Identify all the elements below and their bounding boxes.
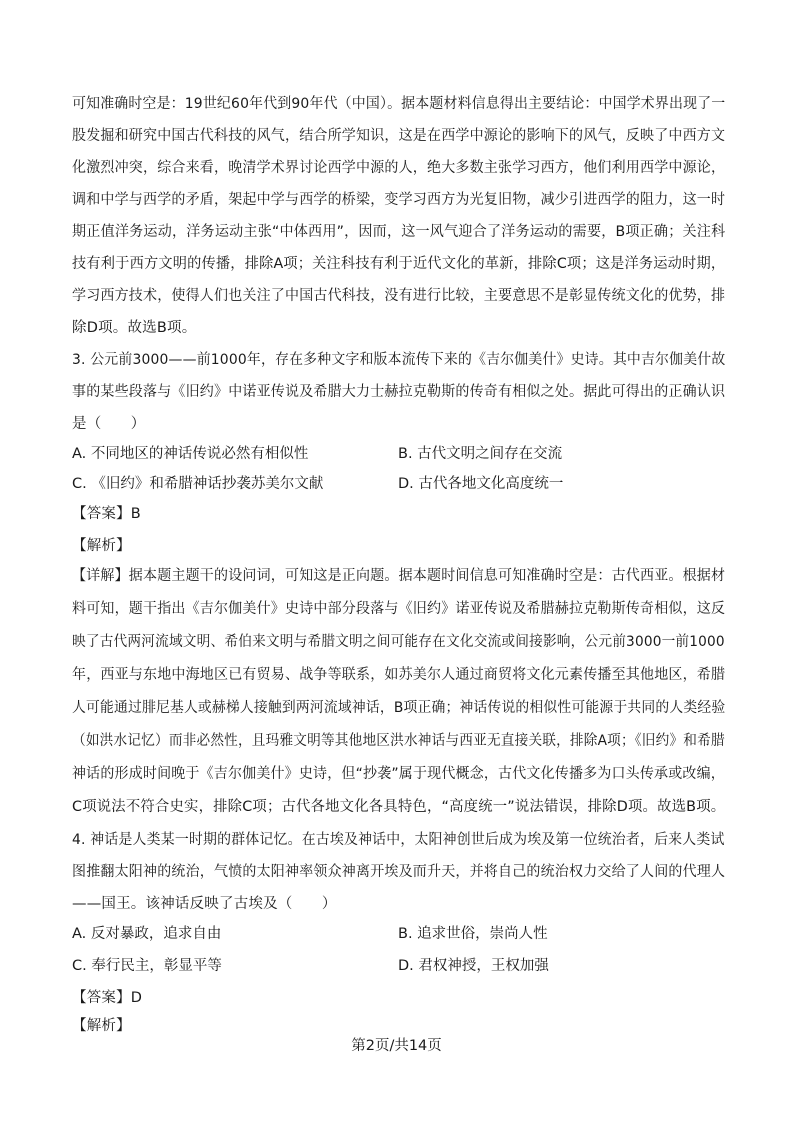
question-4-answer: 【答案】D — [72, 990, 143, 1006]
question-3-analysis-label: 【解析】 — [72, 538, 131, 554]
question-3-answer: 【答案】B — [72, 506, 141, 522]
analysis-line: 化激烈冲突，综合来看，晚清学术界讨论西学中源的人，绝大多数主张学习西方，他们利用西学中源论， — [72, 160, 726, 176]
question-3-detail-line: 【详解】据本题主题干的设问词，可知这是正向题。据本题时间信息可知准确时空是：古代西亚。根据材 — [72, 568, 726, 584]
analysis-line: 调和中学与西学的矛盾，架起中学与西学的桥梁，变学习西方为光复旧物，减少引进西学的阻力，这一时 — [72, 192, 726, 208]
question-3-detail-line: （如洪水记忆）而非必然性，且玛雅文明等其他地区洪水神话与西亚无直接关联，排除A项；《旧约》和希腊 — [72, 733, 725, 749]
question-4-option-b: B. 追求世俗，崇尚人性 — [398, 926, 548, 942]
question-4-option-d: D. 君权神授，王权加强 — [398, 958, 549, 974]
question-4-option-a: A. 反对暴政，追求自由 — [72, 926, 222, 942]
question-3-option-d: D. 古代各地文化高度统一 — [398, 476, 564, 492]
question-3-detail-line: 人可能通过腓尼基人或赫梯人接触到两河流域神话，B项正确；神话传说的相似性可能源于共同的人类经验 — [72, 700, 726, 716]
question-4-stem: 4. 神话是人类某一时期的群体记忆。在古埃及神话中，太阳神创世后成为埃及第一位统治者，后来人类试 — [72, 832, 725, 848]
question-3-detail-line: 料可知，题干指出《吉尔伽美什》史诗中部分段落与《旧约》诺亚传说及希腊赫拉克勒斯传奇相似，这反 — [72, 601, 726, 617]
question-3-option-c: C. 《旧约》和希腊神话抄袭苏美尔文献 — [72, 476, 324, 492]
analysis-line: 可知准确时空是：19世纪60年代到90年代（中国）。据本题材料信息得出主要结论：中国学术界出现了一 — [72, 96, 726, 112]
analysis-line: 学习西方技术，使得人们也关注了中国古代科技，没有进行比较，主要意思不是彰显传统文化的优势，排 — [72, 288, 726, 304]
question-4-stem: ——国王。该神话反映了古埃及（ ） — [72, 896, 337, 912]
question-4-analysis-label: 【解析】 — [72, 1018, 131, 1034]
question-3-detail-line: 映了古代两河流域文明、希伯来文明与希腊文明之间可能存在文化交流或间接影响，公元前3000一前1000 — [72, 634, 725, 650]
question-3-detail-line: 神话的形成时间晚于《吉尔伽美什》史诗，但“抄袭”属于现代概念，古代文化传播多为口头传承或改编， — [72, 766, 725, 782]
page-footer: 第2页/共14页 — [351, 1038, 442, 1054]
question-3-stem: 事的某些段落与《旧约》中诺亚传说及希腊大力士赫拉克勒斯的传奇有相似之处。据此可得出的正确认识 — [72, 384, 726, 400]
question-3-detail-line: C项说法不符合史实，排除C项；古代各地文化各具特色，“高度统一”说法错误，排除D项。故选B项。 — [72, 799, 726, 815]
question-3-option-a: A. 不同地区的神话传说必然有相似性 — [72, 446, 309, 462]
analysis-line: 除D项。故选B项。 — [72, 320, 197, 336]
question-3-detail-line: 年，西亚与东地中海地区已有贸易、战争等联系，如苏美尔人通过商贸将文化元素传播至其他地区，希腊 — [72, 667, 726, 683]
question-3-option-b: B. 古代文明之间存在交流 — [398, 446, 563, 462]
question-4-stem: 图推翻太阳神的统治，气愤的太阳神率领众神离开埃及而升天，并将自己的统治权力交给了人间的代理人 — [72, 864, 726, 880]
analysis-line: 技有利于西方文明的传播，排除A项；关注科技有利于近代文化的革新，排除C项；这是洋务运动时期， — [72, 256, 726, 272]
question-3-stem: 3. 公元前3000——前1000年，存在多种文字和版本流传下来的《吉尔伽美什》史诗。其中吉尔伽美什故 — [72, 352, 726, 368]
analysis-line: 期正值洋务运动，洋务运动主张“中体西用”，因而，这一风气迎合了洋务运动的需要，B项正确；关注科 — [72, 224, 726, 240]
question-4-option-c: C. 奉行民主，彰显平等 — [72, 958, 222, 974]
analysis-line: 股发掘和研究中国古代科技的风气，结合所学知识，这是在西学中源论的影响下的风气，反映了中西方文 — [72, 128, 726, 144]
question-3-stem: 是（ ） — [72, 416, 146, 432]
